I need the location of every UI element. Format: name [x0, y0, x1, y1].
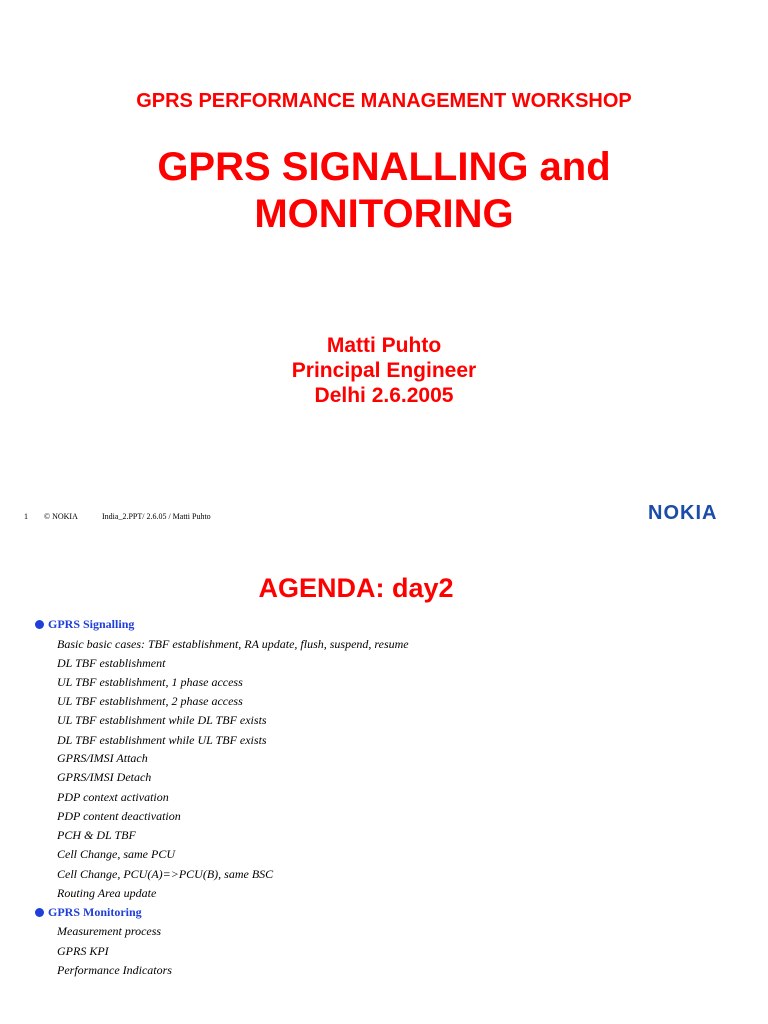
agenda-item: Basic basic cases: TBF establishment, RA update, flush, suspend, resume	[57, 637, 409, 651]
section-heading: GPRS Signalling	[48, 617, 135, 631]
workshop-title: GPRS PERFORMANCE MANAGEMENT WORKSHOP	[136, 90, 632, 112]
bullet-icon	[35, 620, 44, 629]
agenda-item: PDP content deactivation	[57, 809, 181, 823]
agenda-item: Performance Indicators	[57, 963, 172, 977]
section-heading: GPRS Monitoring	[48, 905, 142, 919]
section-gprs-monitoring	[35, 904, 142, 920]
presenter-block	[0, 333, 768, 408]
nokia-logo: NOKIA	[648, 502, 718, 524]
main-title-line-1: GPRS SIGNALLING and	[157, 145, 611, 189]
slide-footer	[24, 512, 211, 521]
agenda-item: PDP context activation	[57, 790, 169, 804]
agenda-item: GPRS/IMSI Detach	[57, 770, 152, 784]
agenda-item: DL TBF establishment while UL TBF exists	[57, 733, 267, 747]
file-info: India_2.PPT/ 2.6.05 / Matti Puhto	[102, 512, 211, 521]
agenda-item: PCH & DL TBF	[57, 828, 136, 842]
agenda-item: UL TBF establishment, 2 phase access	[57, 694, 243, 708]
bullet-icon	[35, 908, 44, 917]
agenda-item: UL TBF establishment while DL TBF exists	[57, 713, 267, 727]
presenter-name: Matti Puhto	[326, 334, 442, 357]
agenda-item: UL TBF establishment, 1 phase access	[57, 675, 243, 689]
presenter-role: Principal Engineer	[291, 359, 477, 382]
agenda-item: GPRS/IMSI Attach	[57, 751, 148, 765]
page-number: 1	[24, 512, 28, 521]
presenter-place-date: Delhi 2.6.2005	[314, 384, 454, 407]
agenda-item: Routing Area update	[57, 886, 157, 900]
agenda-title: AGENDA: day2	[258, 573, 454, 603]
agenda-item: GPRS KPI	[57, 944, 109, 958]
agenda-item: Measurement process	[57, 924, 162, 938]
agenda-item: Cell Change, PCU(A)=>PCU(B), same BSC	[57, 867, 274, 881]
agenda-item: DL TBF establishment	[57, 656, 166, 670]
agenda-item: Cell Change, same PCU	[57, 847, 175, 861]
copyright: © NOKIA	[44, 512, 78, 521]
main-title-line-2: MONITORING	[254, 192, 514, 236]
section-gprs-signalling	[35, 616, 134, 632]
main-title	[0, 144, 768, 238]
